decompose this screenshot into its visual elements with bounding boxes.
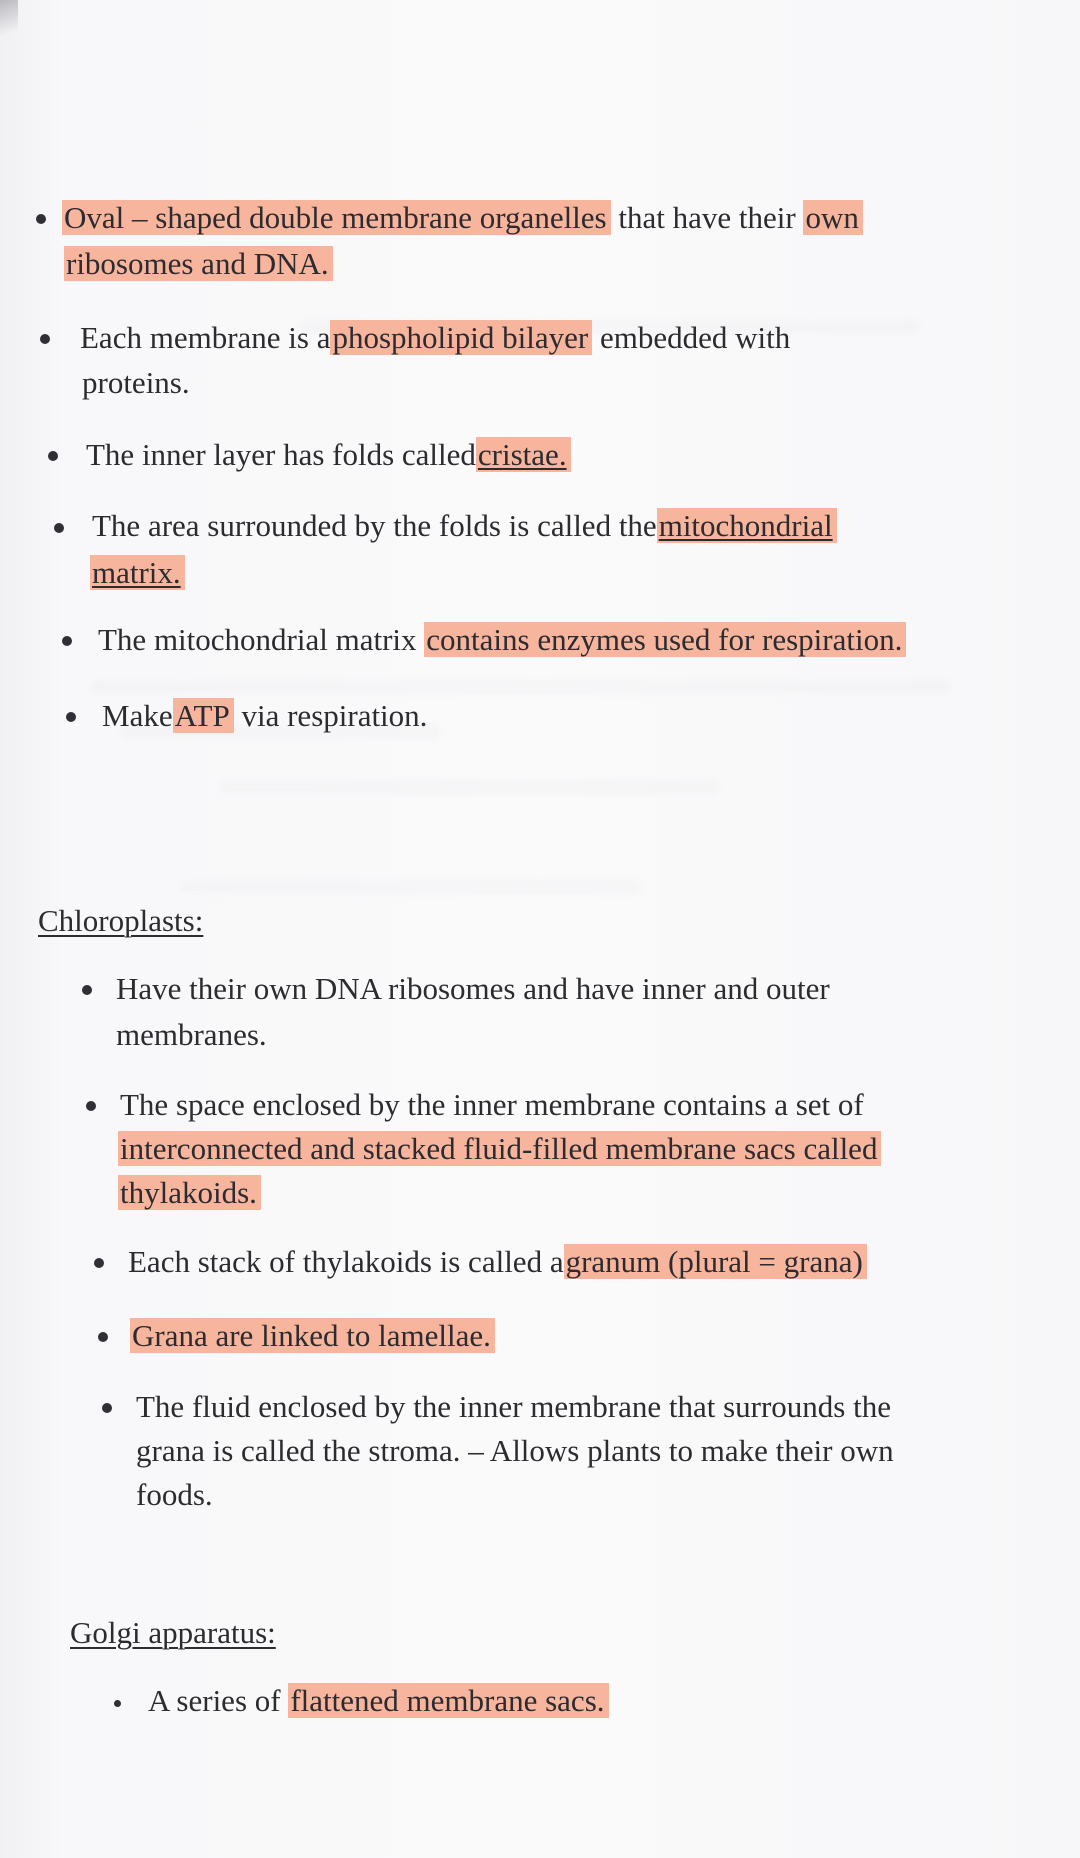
highlighted-text: phospholipid bilayer	[330, 320, 592, 355]
highlighted-text: Oval – shaped double membrane organelles	[62, 200, 611, 235]
plain-text: A series of	[148, 1683, 281, 1718]
highlighted-underlined-text: mitochondrial	[657, 508, 837, 543]
highlighted-text: contains enzymes used for respiration.	[424, 622, 906, 657]
page-corner	[0, 0, 18, 40]
bullet-point	[94, 1258, 104, 1268]
plain-text: via respiration.	[233, 698, 428, 733]
plain-text: Make	[102, 698, 173, 733]
bullet-point	[66, 712, 76, 722]
text-line	[82, 360, 190, 405]
plain-text: foods.	[136, 1477, 213, 1512]
plain-text: grana is called the stroma. – Allows plants to make their own	[136, 1433, 894, 1468]
show-through-mark	[180, 880, 640, 894]
highlighted-text: Grana are linked to lamellae.	[130, 1318, 495, 1353]
text-line	[118, 1170, 261, 1215]
highlighted-text: flattened membrane sacs.	[288, 1683, 608, 1718]
text-line	[90, 550, 185, 595]
text-line	[80, 315, 790, 360]
text-line	[64, 241, 333, 286]
highlighted-underlined-text: matrix.	[90, 555, 185, 590]
highlighted-text: ribosomes and DNA.	[64, 246, 333, 281]
text-line	[102, 693, 427, 738]
bullet-point	[40, 334, 50, 344]
plain-text: The fluid enclosed by the inner membrane that surrounds the	[136, 1389, 891, 1424]
text-line	[148, 1678, 609, 1723]
highlighted-text: granum (plural = grana)	[564, 1244, 867, 1279]
text-line	[92, 503, 837, 548]
plain-text: Have their own DNA ribosomes and have inner and outer	[116, 971, 830, 1006]
text-line	[62, 195, 863, 240]
plain-text: The area surrounded by the folds is called the	[92, 508, 657, 543]
bullet-point	[114, 1700, 121, 1707]
plain-text: embedded with	[592, 320, 791, 355]
section-heading-golgi: Golgi apparatus:	[70, 1615, 276, 1650]
plain-text: The space enclosed by the inner membrane contains a set of	[120, 1087, 864, 1122]
show-through-mark	[220, 780, 720, 794]
text-line	[86, 432, 571, 477]
bullet-point	[62, 636, 72, 646]
show-through-mark	[90, 680, 950, 694]
plain-text: that have their	[610, 200, 804, 235]
text-line	[116, 1012, 267, 1057]
text-line	[136, 1428, 894, 1473]
plain-text: The mitochondrial matrix	[98, 622, 425, 657]
bullet-point	[98, 1332, 108, 1342]
text-line	[130, 1313, 495, 1358]
text-line	[116, 966, 830, 1011]
highlighted-text: own	[803, 200, 862, 235]
text-line	[128, 1239, 867, 1284]
plain-text: Each stack of thylakoids is called a	[128, 1244, 564, 1279]
section-heading-chloroplasts: Chloroplasts:	[38, 903, 204, 938]
bullet-point	[86, 1101, 96, 1111]
highlighted-underlined-text: cristae.	[476, 437, 571, 472]
plain-text: Each membrane is a	[80, 320, 331, 355]
highlighted-text: ATP	[173, 698, 234, 733]
bullet-point	[48, 451, 58, 461]
plain-text: proteins.	[82, 365, 190, 400]
plain-text: The inner layer has folds called	[86, 437, 476, 472]
text-line	[120, 1082, 864, 1127]
text-line	[136, 1384, 891, 1429]
highlighted-text: interconnected and stacked fluid-filled membrane sacs called	[118, 1131, 881, 1166]
bullet-point	[36, 214, 46, 224]
text-line	[98, 617, 906, 662]
bullet-point	[102, 1403, 112, 1413]
text-line	[118, 1126, 881, 1171]
bullet-point	[82, 985, 92, 995]
bullet-point	[54, 523, 64, 533]
highlighted-text: thylakoids.	[118, 1175, 261, 1210]
text-line	[136, 1472, 213, 1517]
plain-text: membranes.	[116, 1017, 267, 1052]
